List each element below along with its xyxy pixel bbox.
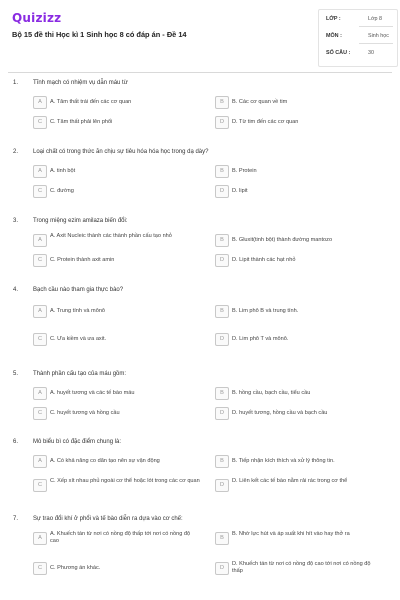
option-text: D. huyết tương, hồng cầu và bạch cầu (232, 409, 328, 416)
option-text: B. Các cơ quan về tim (232, 98, 288, 105)
option-letter-badge: B (215, 455, 229, 468)
quizizz-logo: Quizizz (12, 11, 62, 25)
option-text: B. Nhờ lực hút và áp suất khi hít vào hay thở ra (232, 531, 350, 537)
option-letter-badge: A (33, 96, 47, 109)
option-letter-badge: A (33, 532, 47, 545)
option-letter-badge: C (33, 116, 47, 129)
option-letter-badge: D (215, 333, 229, 346)
option-text: C. Xếp xít nhau phủ ngoài cơ thể hoặc lót trong các cơ quan (50, 478, 200, 484)
option-letter-badge: D (215, 116, 229, 129)
option-letter-badge: C (33, 562, 47, 575)
option-letter-badge: D (215, 479, 229, 492)
meta-value: Lớp 8 (368, 16, 383, 22)
option-letter-badge: A (33, 234, 47, 247)
option-text: B. Lim phô B và trung tính. (232, 307, 299, 314)
option-text: C. Phương án khác. (50, 564, 101, 571)
option-letter-badge: A (33, 305, 47, 318)
option-letter-badge: B (215, 96, 229, 109)
header-divider (8, 72, 392, 73)
question-number: 5. (13, 371, 19, 377)
option-text: B. Gluxit(tinh bột) thành đường mantozo (232, 236, 333, 243)
question-text: Tĩnh mạch có nhiệm vụ dẫn máu từ (33, 80, 128, 86)
option-text: D. Từ tim đến các cơ quan (232, 118, 299, 125)
meta-divider (359, 43, 393, 44)
option-text: A. Có khả năng co dãn tạo nên sự vận động (50, 457, 160, 464)
option-text: A. Trung tính và mônô (50, 307, 106, 314)
option-text: A. huyết tương và các tế bào máu (50, 389, 135, 396)
meta-value: Sinh học (368, 33, 389, 39)
option-letter-badge: C (33, 254, 47, 267)
meta-value: 30 (368, 50, 374, 56)
option-text: B. Tiếp nhận kích thích và xử lý thông tin. (232, 457, 335, 464)
question-text: Thành phần cấu tạo của máu gồm: (33, 371, 127, 377)
option-letter-badge: B (215, 387, 229, 400)
question-text: Bạch cầu nào tham gia thực bào? (33, 287, 124, 293)
option-letter-badge: D (215, 185, 229, 198)
option-letter-badge: C (33, 479, 47, 492)
question-text: Sự trao đổi khí ở phổi và tế bào diễn ra dựa vào cơ chế: (33, 516, 183, 522)
option-letter-badge: A (33, 165, 47, 178)
option-letter-badge: B (215, 234, 229, 247)
option-letter-badge: A (33, 387, 47, 400)
question-text: Loại chất có trong thức ăn chịu sự tiêu hóa hóa học trong dạ dày? (33, 149, 209, 155)
meta-label: LỚP : (326, 16, 341, 22)
option-text: C. Ưa kiềm và ưa axit. (50, 335, 107, 342)
option-text: C. Tâm thất phải lên phổi (50, 118, 113, 125)
option-text: D. Lim phô T và mônô. (232, 335, 289, 342)
option-letter-badge: C (33, 407, 47, 420)
meta-label: MÔN : (326, 33, 342, 39)
option-text: A. tinh bột (50, 167, 76, 174)
page-title: Bộ 15 đề thi Học kì 1 Sinh học 8 có đáp án - Đề 14 (12, 30, 187, 39)
option-text: D. Liên kết các tế bào nằm rải rác trong cơ thể (232, 478, 348, 484)
option-text: A. Axit Nucleic thành các thành phần cấu tạo nhỏ (50, 233, 172, 239)
option-text: B. Protein (232, 167, 257, 174)
option-text: B. hồng cầu, bạch cầu, tiểu cầu (232, 389, 311, 396)
meta-divider (359, 26, 393, 27)
option-letter-badge: D (215, 562, 229, 575)
question-text: Trong miệng ezim amilaza biến đổi: (33, 218, 128, 224)
question-text: Mô biểu bì có đặc điểm chung là: (33, 439, 122, 445)
question-number: 7. (13, 516, 19, 522)
question-number: 1. (13, 80, 19, 86)
option-letter-badge: A (33, 455, 47, 468)
option-letter-badge: B (215, 532, 229, 545)
question-number: 3. (13, 218, 19, 224)
question-number: 6. (13, 439, 19, 445)
option-text: A. Khuếch tán từ nơi có nồng độ thấp tới nơi có nồng độ cao (50, 531, 191, 545)
option-text: C. đường (50, 187, 74, 194)
option-letter-badge: C (33, 333, 47, 346)
option-text: D. Lipit thành các hạt nhỏ (232, 256, 296, 263)
option-text: D. lipit (232, 187, 248, 194)
option-letter-badge: D (215, 407, 229, 420)
option-text: C. huyết tương và hồng cầu (50, 409, 120, 416)
option-text: C. Protein thành axit amin (50, 256, 115, 263)
option-text: D. Khuếch tán từ nơi có nồng độ cao tới nơi có nồng độ thấp (232, 561, 371, 575)
meta-label: SỐ CÂU : (326, 50, 351, 56)
option-letter-badge: D (215, 254, 229, 267)
worksheet-meta-box (318, 9, 398, 67)
option-letter-badge: B (215, 305, 229, 318)
option-letter-badge: C (33, 185, 47, 198)
option-letter-badge: B (215, 165, 229, 178)
question-number: 2. (13, 149, 19, 155)
option-text: A. Tâm thất trái đến các cơ quan (50, 98, 132, 105)
worksheet-header (0, 0, 400, 70)
question-number: 4. (13, 287, 19, 293)
